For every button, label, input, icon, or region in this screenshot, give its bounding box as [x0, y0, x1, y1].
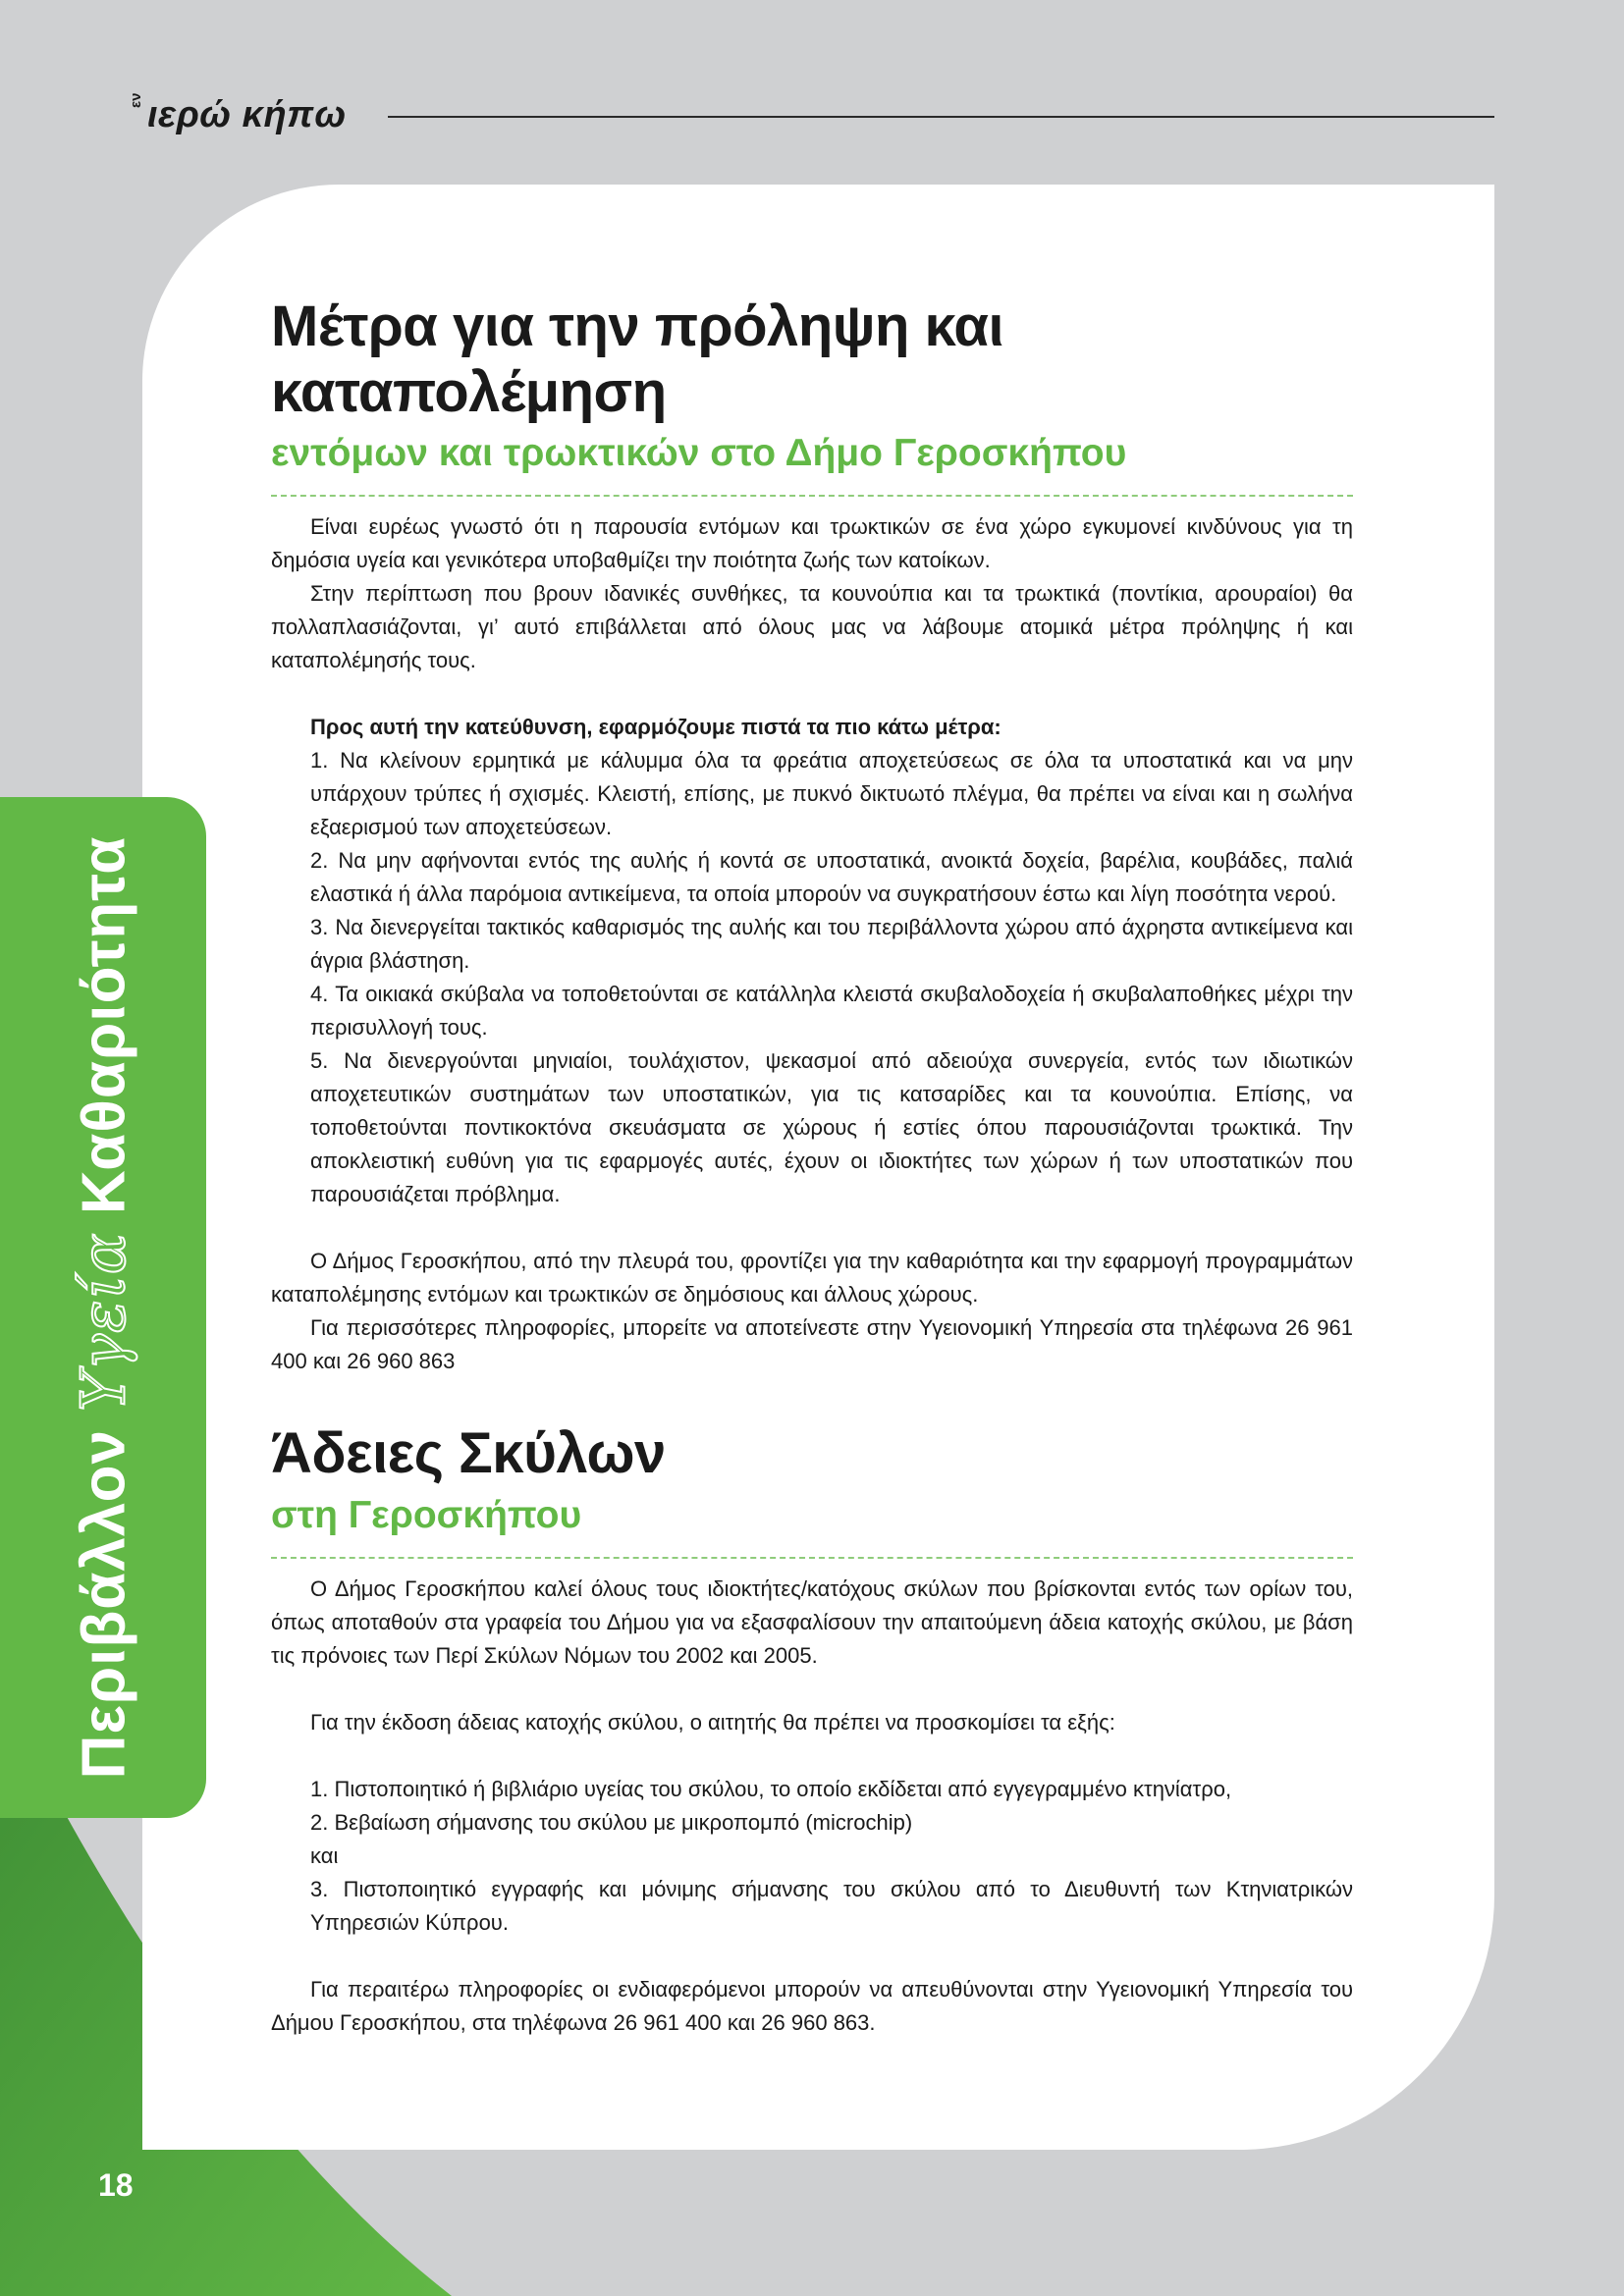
list-item: και — [310, 1842, 339, 1868]
page-number: 18 — [98, 2167, 134, 2203]
brand-prefix: εν — [128, 92, 144, 108]
list-item: 3. Πιστοποιητικό εγγραφής και μόνιμης σήμανσης του σκύλου από το Διευθυντή των Κτηνιατρικών Υπηρεσιών Κύπρου. — [310, 1876, 1353, 1935]
side-tab-word-2: Υγεία — [67, 1232, 139, 1412]
dashed-divider — [271, 495, 1353, 497]
side-tab-word-1: Περιβάλλον — [70, 1429, 138, 1780]
list-item: 1. Να κλείνουν ερμητικά με κάλυμμα όλα τα φρεάτια αποχετεύσεως σε όλα τα υποστατικά και να μην υπάρχουν τρύπες ή σχισμές. Κλειστή, επίσης, με πυκνό δικτυωτό πλέγμα, θα πρέπει να είναι και η σωλήνα εξαερισμού των αποχετεύσεων. — [310, 748, 1353, 840]
paragraph: Για περισσότερες πληροφορίες, μπορείτε να αποτείνεστε στην Υγειονομική Υπηρεσία στα τηλέφωνα 26 961 400 και 26 960 863 — [271, 1315, 1353, 1374]
page-header — [128, 86, 1494, 145]
section-pest-control — [271, 294, 1353, 1378]
side-tab-label — [68, 836, 139, 1780]
list-item: 1. Πιστοποιητικό ή βιβλιάριο υγείας του σκύλου, το οποίο εκδίδεται από εγγεγραμμένο κτηνίατρο, — [310, 1776, 1232, 1801]
measures-heading: Προς αυτή την κατεύθυνση, εφαρμόζουμε πιστά τα πιο κάτω μέτρα: — [310, 715, 1001, 740]
paragraph: Για την έκδοση άδειας κατοχής σκύλου, ο αιτητής θα πρέπει να προσκομίσει τα εξής: — [310, 1709, 1115, 1735]
section-title: Μέτρα για την πρόληψη και καταπολέμηση — [271, 294, 1004, 424]
paragraph: Ο Δήμος Γεροσκήπου καλεί όλους τους ιδιοκτήτες/κατόχους σκύλων που βρίσκονται εντός των ορίων του, όπως αποταθούν στα γραφεία του Δήμου για να εξασφαλίσουν την απαιτούμενη άδεια κατοχής σκύλου, με βάση τις πρόνοιες των Περί Σκύλων Νόμων του 2002 και 2005. — [271, 1575, 1353, 1668]
paragraph: Στην περίπτωση που βρουν ιδανικές συνθήκες, τα κουνούπια και τα τρωκτικά (ποντίκια, αρουραίοι) θα πολλαπλασιάζονται, γι’ αυτό επιβάλλεται από όλους μας να λάβουμε ατομικά μέτρα πρόληψης ή και καταπολέμησής τους. — [271, 581, 1353, 673]
paragraph: Για περαιτέρω πληροφορίες οι ενδιαφερόμενοι μπορούν να απευθύνονται στην Υγειονομική Υπηρεσία του Δήμου Γεροσκήπου, στα τηλέφωνα 26 961 400 και 26 960 863. — [271, 1976, 1353, 2035]
paragraph: Είναι ευρέως γνωστό ότι η παρουσία εντόμων και τρωκτικών σε ένα χώρο εγκυμονεί κινδύνους για τη δημόσια υγεία και γενικότερα υποβαθμίζει την ποιότητα ζωής των κατοίκων. — [271, 514, 1353, 573]
list-item: 5. Να διενεργούνται μηνιαίοι, τουλάχιστον, ψεκασμοί από αδειούχα συνεργεία, εντός των ιδιωτικών αποχετευτικών συστημάτων των υποστατικών, για τις κατσαρίδες και τα κουνούπια. Επίσης, να τοποθετούνται ποντικοκτόνα σκευάσματα σε χώρους ή εστίες όπου παρουσιάζονται τρωκτικά. Την αποκλειστική ευθύνη για τις εφαρμογές αυτές, έχουν οι ιδιοκτήτες των χώρων ή των υποστατικών που παρουσιάζεται πρόβλημα. — [310, 1048, 1353, 1207]
paragraph: Ο Δήμος Γεροσκήπου, από την πλευρά του, φροντίζει για την καθαριότητα και την εφαρμογή προγραμμάτων καταπολέμησης εντόμων και τρωκτικών σε δημόσιους και άλλους χώρους. — [271, 1249, 1353, 1308]
list-item: 2. Βεβαίωση σήμανσης του σκύλου με μικροπομπό (microchip) — [310, 1809, 913, 1835]
side-tab-word-3: Καθαριότητα — [70, 835, 138, 1215]
dashed-divider — [271, 1557, 1353, 1559]
section-title: Άδειες Σκύλων — [271, 1421, 666, 1486]
list-item: 4. Τα οικιακά σκύβαλα να τοποθετούνται σε κατάλληλα κλειστά σκυβαλοδοχεία ή σκυβαλαποθήκες μέχρι την περισυλλογή τους. — [310, 982, 1353, 1041]
brand-title: ιερώ κήπω — [147, 94, 347, 135]
list-item: 2. Να μην αφήνονται εντός της αυλής ή κοντά σε υποστατικά, ανοικτά δοχεία, βαρέλια, κουβάδες, παλιά ελαστικά ή άλλα παρόμοια αντικείμενα, τα οποία μπορούν να συγκρατήσουν έστω και λίγη ποσότητα νερού. — [310, 848, 1353, 907]
section-subtitle: εντόμων και τρωκτικών στο Δήμο Γεροσκήπου — [271, 432, 1127, 475]
section-subtitle: στη Γεροσκήπου — [271, 1493, 582, 1536]
main-content — [271, 294, 1353, 2040]
list-item: 3. Να διενεργείται τακτικός καθαρισμός της αυλής και του περιβάλλοντα χώρου από άχρηστα αντικείμενα και άγρια βλάστηση. — [310, 915, 1353, 974]
section-dog-licenses — [271, 1421, 1353, 2039]
header-rule — [388, 116, 1494, 118]
